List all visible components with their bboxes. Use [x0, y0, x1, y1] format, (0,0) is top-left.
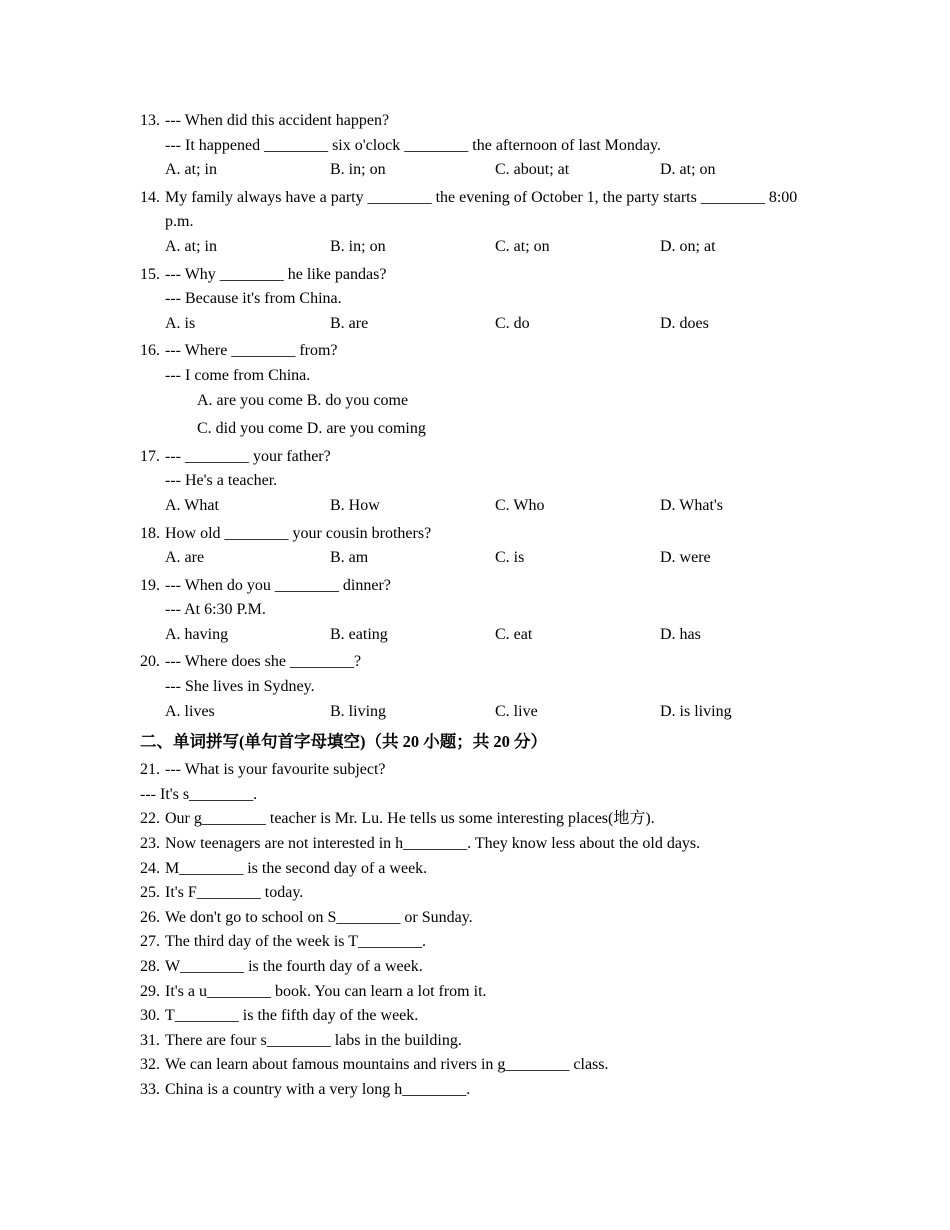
- option-d: D. on; at: [660, 237, 716, 255]
- item-number: 27.: [140, 933, 160, 951]
- options-row: [140, 312, 880, 337]
- options-row: [140, 546, 880, 571]
- option-a: A. are: [165, 549, 205, 567]
- question-number: 16.: [140, 342, 160, 360]
- question-18: [140, 522, 880, 571]
- option-a: A. is: [165, 314, 196, 332]
- question-number: 18.: [140, 524, 160, 542]
- item-number: 26.: [140, 908, 160, 926]
- option-b: B. eating: [330, 625, 388, 643]
- option-a: A. at; in: [165, 237, 217, 255]
- question-line: [140, 522, 880, 547]
- item-21: [140, 758, 880, 807]
- question-16: [140, 339, 880, 441]
- option-a: A. having: [165, 625, 229, 643]
- options-row: [140, 494, 880, 519]
- item-text: M________ is the second day of a week.: [165, 859, 428, 877]
- question-number: 19.: [140, 576, 160, 594]
- item-line: [140, 758, 880, 783]
- option-b: B. are: [330, 314, 369, 332]
- question-text: --- ________ your father?: [165, 447, 331, 465]
- question-13: [140, 109, 880, 183]
- question-text: --- Where ________ from?: [165, 342, 338, 360]
- item-number: 33.: [140, 1080, 160, 1098]
- item-text: We can learn about famous mountains and rivers in g________ class.: [165, 1056, 609, 1074]
- item-line: --- It's s________.: [140, 785, 258, 803]
- option-b: B. in; on: [330, 237, 386, 255]
- option-d: D. does: [660, 314, 709, 332]
- item-number: 32.: [140, 1056, 160, 1074]
- question-15: [140, 263, 880, 337]
- item-24: [140, 857, 880, 882]
- question-line: [140, 650, 880, 675]
- options-row: [140, 623, 880, 648]
- item-29: [140, 980, 880, 1005]
- question-line: [140, 263, 880, 288]
- options-line-cd: C. did you come D. are you coming: [197, 420, 426, 438]
- option-b: B. in; on: [330, 161, 386, 179]
- option-c: C. about; at: [495, 161, 570, 179]
- option-c: C. Who: [495, 496, 545, 514]
- question-line: [140, 109, 880, 134]
- question-17: [140, 445, 880, 519]
- question-text: --- When do you ________ dinner?: [165, 576, 391, 594]
- option-c: C. do: [495, 314, 530, 332]
- question-text: --- Where does she ________?: [165, 653, 362, 671]
- question-20: [140, 650, 880, 724]
- question-number: 20.: [140, 653, 160, 671]
- option-c: C. live: [495, 702, 538, 720]
- item-text: We don't go to school on S________ or Sunday.: [165, 908, 473, 926]
- item-31: [140, 1029, 880, 1054]
- option-c: C. eat: [495, 625, 533, 643]
- option-d: D. at; on: [660, 161, 716, 179]
- item-32: [140, 1053, 880, 1078]
- option-a: A. What: [165, 496, 219, 514]
- question-text: --- Why ________ he like pandas?: [165, 265, 387, 283]
- question-line: [140, 445, 880, 470]
- question-line: [140, 339, 880, 364]
- question-line: p.m.: [165, 213, 194, 231]
- question-number: 15.: [140, 265, 160, 283]
- question-line: --- At 6:30 P.M.: [165, 601, 266, 619]
- question-line: [140, 186, 880, 211]
- item-number: 21.: [140, 761, 160, 779]
- option-d: D. What's: [660, 496, 724, 514]
- item-text: There are four s________ labs in the building.: [165, 1031, 462, 1049]
- option-d: D. is living: [660, 702, 732, 720]
- option-c: C. is: [495, 549, 525, 567]
- option-d: D. has: [660, 625, 701, 643]
- item-text: China is a country with a very long h________.: [165, 1080, 471, 1098]
- question-line: [140, 574, 880, 599]
- item-text: It's F________ today.: [165, 884, 304, 902]
- question-14: [140, 186, 880, 260]
- item-text: The third day of the week is T________.: [165, 933, 426, 951]
- item-23: [140, 832, 880, 857]
- item-26: [140, 906, 880, 931]
- option-a: A. at; in: [165, 161, 217, 179]
- question-line: --- Because it's from China.: [165, 290, 342, 308]
- item-33: [140, 1078, 880, 1103]
- item-number: 29.: [140, 982, 160, 1000]
- question-19: [140, 574, 880, 648]
- item-number: 25.: [140, 884, 160, 902]
- options-row: [140, 235, 880, 260]
- question-line: --- He's a teacher.: [165, 472, 278, 490]
- item-number: 24.: [140, 859, 160, 877]
- item-28: [140, 955, 880, 980]
- question-text: My family always have a party ________ the evening of October 1, the party starts ________ 8:00: [165, 188, 798, 206]
- item-text: Now teenagers are not interested in h________. They know less about the old days.: [165, 835, 701, 853]
- option-c: C. at; on: [495, 237, 550, 255]
- item-text: W________ is the fourth day of a week.: [165, 958, 423, 975]
- question-text: --- When did this accident happen?: [165, 112, 390, 129]
- option-d: D. were: [660, 549, 711, 567]
- option-b: B. am: [330, 549, 369, 567]
- item-text: Our g________ teacher is Mr. Lu. He tells us some interesting places(地方).: [165, 810, 655, 828]
- question-text: How old ________ your cousin brothers?: [165, 524, 432, 542]
- option-b: B. How: [330, 496, 380, 514]
- options-row: [140, 158, 880, 183]
- item-number: 31.: [140, 1031, 160, 1049]
- item-number: 28.: [140, 958, 160, 975]
- item-25: [140, 881, 880, 906]
- section-2-heading: 二、单词拼写(单句首字母填空)（共 20 小题；共 20 分）: [140, 732, 547, 752]
- exam-content: [140, 109, 880, 1103]
- item-text: --- What is your favourite subject?: [165, 761, 386, 779]
- question-line: --- She lives in Sydney.: [165, 678, 315, 696]
- question-number: 14.: [140, 188, 160, 206]
- item-number: 22.: [140, 810, 160, 828]
- question-line: --- I come from China.: [165, 366, 311, 384]
- item-number: 23.: [140, 835, 160, 853]
- question-number: 17.: [140, 447, 160, 465]
- question-line: --- It happened ________ six o'clock ________ the afternoon of last Monday.: [165, 136, 661, 154]
- item-number: 30.: [140, 1007, 160, 1025]
- options-row: [140, 700, 880, 725]
- options-line-ab: A. are you come B. do you come: [197, 391, 409, 409]
- item-27: [140, 930, 880, 955]
- option-a: A. lives: [165, 702, 215, 720]
- question-number: 13.: [140, 112, 160, 129]
- item-30: [140, 1004, 880, 1029]
- item-text: It's a u________ book. You can learn a lot from it.: [165, 982, 487, 1000]
- option-b: B. living: [330, 702, 387, 720]
- item-22: [140, 807, 880, 832]
- item-text: T________ is the fifth day of the week.: [165, 1007, 419, 1025]
